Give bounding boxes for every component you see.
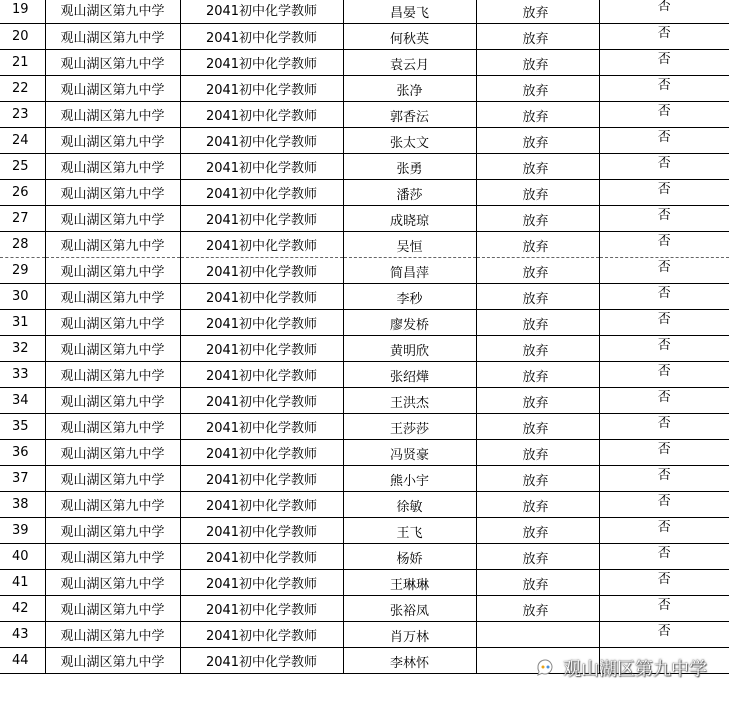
post-cell: 2041初中化学教师	[180, 413, 343, 439]
enter-next-cell: 否	[599, 309, 729, 335]
row-number: 41	[0, 569, 45, 595]
table-row	[0, 127, 729, 153]
candidate-name-cell: 杨娇	[343, 543, 476, 569]
post-cell: 2041初中化学教师	[180, 465, 343, 491]
enter-next-cell: 否	[599, 413, 729, 439]
school-cell: 观山湖区第九中学	[45, 361, 180, 387]
table-row	[0, 231, 729, 257]
post-cell: 2041初中化学教师	[180, 127, 343, 153]
post-cell: 2041初中化学教师	[180, 205, 343, 231]
table-row	[0, 439, 729, 465]
status-cell: 放弃	[476, 569, 599, 595]
status-cell: 放弃	[476, 491, 599, 517]
table-row	[0, 595, 729, 621]
school-cell: 观山湖区第九中学	[45, 413, 180, 439]
enter-next-cell: 否	[599, 257, 729, 283]
post-cell: 2041初中化学教师	[180, 0, 343, 23]
row-number: 32	[0, 335, 45, 361]
post-cell: 2041初中化学教师	[180, 23, 343, 49]
school-cell: 观山湖区第九中学	[45, 335, 180, 361]
enter-next-cell: 否	[599, 283, 729, 309]
row-number: 43	[0, 621, 45, 647]
status-cell: 放弃	[476, 23, 599, 49]
enter-next-cell: 否	[599, 595, 729, 621]
candidate-name-cell: 张绍燁	[343, 361, 476, 387]
post-cell: 2041初中化学教师	[180, 439, 343, 465]
candidate-name-cell: 王飞	[343, 517, 476, 543]
candidate-name-cell: 冯贤豪	[343, 439, 476, 465]
table-row	[0, 101, 729, 127]
enter-next-cell: 否	[599, 101, 729, 127]
table-row	[0, 413, 729, 439]
table-row	[0, 491, 729, 517]
school-cell: 观山湖区第九中学	[45, 0, 180, 23]
post-cell: 2041初中化学教师	[180, 309, 343, 335]
status-cell: 放弃	[476, 595, 599, 621]
row-number: 35	[0, 413, 45, 439]
row-number: 24	[0, 127, 45, 153]
status-cell: 放弃	[476, 413, 599, 439]
status-cell: 放弃	[476, 309, 599, 335]
enter-next-cell: 否	[599, 335, 729, 361]
candidate-name-cell: 成晓琼	[343, 205, 476, 231]
status-cell: 放弃	[476, 543, 599, 569]
candidate-name-cell: 肖万林	[343, 621, 476, 647]
candidate-name-cell: 王莎莎	[343, 413, 476, 439]
status-cell: 放弃	[476, 335, 599, 361]
school-cell: 观山湖区第九中学	[45, 49, 180, 75]
post-cell: 2041初中化学教师	[180, 569, 343, 595]
status-cell: 放弃	[476, 49, 599, 75]
row-number: 37	[0, 465, 45, 491]
candidate-name-cell: 王琳琳	[343, 569, 476, 595]
candidate-name-cell: 郭香沄	[343, 101, 476, 127]
candidate-name-cell: 昌晏飞	[343, 0, 476, 23]
table-row	[0, 75, 729, 101]
school-cell: 观山湖区第九中学	[45, 231, 180, 257]
row-number: 38	[0, 491, 45, 517]
post-cell: 2041初中化学教师	[180, 517, 343, 543]
enter-next-cell: 否	[599, 491, 729, 517]
post-cell: 2041初中化学教师	[180, 153, 343, 179]
post-cell: 2041初中化学教师	[180, 335, 343, 361]
enter-next-cell	[599, 647, 729, 673]
post-cell: 2041初中化学教师	[180, 283, 343, 309]
row-number: 23	[0, 101, 45, 127]
post-cell: 2041初中化学教师	[180, 179, 343, 205]
enter-next-cell: 否	[599, 23, 729, 49]
status-cell: 放弃	[476, 127, 599, 153]
school-cell: 观山湖区第九中学	[45, 179, 180, 205]
candidate-name-cell: 李林怀	[343, 647, 476, 673]
status-cell	[476, 647, 599, 673]
status-cell	[476, 621, 599, 647]
school-cell: 观山湖区第九中学	[45, 101, 180, 127]
row-number: 21	[0, 49, 45, 75]
status-cell: 放弃	[476, 465, 599, 491]
school-cell: 观山湖区第九中学	[45, 621, 180, 647]
candidate-name-cell: 何秋英	[343, 23, 476, 49]
candidate-name-cell: 王洪杰	[343, 387, 476, 413]
table-row	[0, 517, 729, 543]
candidate-name-cell: 李秒	[343, 283, 476, 309]
enter-next-cell: 否	[599, 127, 729, 153]
row-number: 19	[0, 0, 45, 23]
row-number: 25	[0, 153, 45, 179]
table-row	[0, 621, 729, 647]
post-cell: 2041初中化学教师	[180, 491, 343, 517]
enter-next-cell: 否	[599, 569, 729, 595]
row-number: 34	[0, 387, 45, 413]
post-cell: 2041初中化学教师	[180, 75, 343, 101]
post-cell: 2041初中化学教师	[180, 231, 343, 257]
school-cell: 观山湖区第九中学	[45, 517, 180, 543]
candidate-name-cell: 张净	[343, 75, 476, 101]
table-row	[0, 543, 729, 569]
row-number: 22	[0, 75, 45, 101]
status-cell: 放弃	[476, 439, 599, 465]
status-cell: 放弃	[476, 257, 599, 283]
status-cell: 放弃	[476, 75, 599, 101]
candidate-name-cell: 吴恒	[343, 231, 476, 257]
table-row	[0, 569, 729, 595]
status-cell: 放弃	[476, 361, 599, 387]
candidate-name-cell: 简昌萍	[343, 257, 476, 283]
table-row	[0, 23, 729, 49]
post-cell: 2041初中化学教师	[180, 595, 343, 621]
candidate-name-cell: 潘莎	[343, 179, 476, 205]
post-cell: 2041初中化学教师	[180, 257, 343, 283]
table-row	[0, 0, 729, 23]
table-row	[0, 257, 729, 283]
school-cell: 观山湖区第九中学	[45, 595, 180, 621]
row-number: 33	[0, 361, 45, 387]
status-cell: 放弃	[476, 153, 599, 179]
enter-next-cell: 否	[599, 387, 729, 413]
row-number: 36	[0, 439, 45, 465]
school-cell: 观山湖区第九中学	[45, 465, 180, 491]
candidate-name-cell: 熊小宇	[343, 465, 476, 491]
enter-next-cell: 否	[599, 0, 729, 23]
status-cell: 放弃	[476, 205, 599, 231]
school-cell: 观山湖区第九中学	[45, 387, 180, 413]
candidate-name-cell: 袁云月	[343, 49, 476, 75]
enter-next-cell: 否	[599, 75, 729, 101]
enter-next-cell: 否	[599, 543, 729, 569]
status-cell: 放弃	[476, 387, 599, 413]
candidate-name-cell: 黄明欣	[343, 335, 476, 361]
table-row	[0, 205, 729, 231]
candidate-name-cell: 张太文	[343, 127, 476, 153]
school-cell: 观山湖区第九中学	[45, 309, 180, 335]
candidate-name-cell: 徐敏	[343, 491, 476, 517]
status-cell: 放弃	[476, 231, 599, 257]
post-cell: 2041初中化学教师	[180, 387, 343, 413]
status-cell: 放弃	[476, 0, 599, 23]
table-row	[0, 283, 729, 309]
school-cell: 观山湖区第九中学	[45, 75, 180, 101]
candidate-name-cell: 张裕凤	[343, 595, 476, 621]
school-cell: 观山湖区第九中学	[45, 543, 180, 569]
enter-next-cell: 否	[599, 49, 729, 75]
enter-next-cell: 否	[599, 179, 729, 205]
enter-next-cell: 否	[599, 517, 729, 543]
school-cell: 观山湖区第九中学	[45, 439, 180, 465]
enter-next-cell: 否	[599, 439, 729, 465]
school-cell: 观山湖区第九中学	[45, 569, 180, 595]
row-number: 44	[0, 647, 45, 673]
enter-next-cell: 否	[599, 153, 729, 179]
watermark-text: 观山湖区第九中学	[563, 659, 707, 680]
post-cell: 2041初中化学教师	[180, 621, 343, 647]
row-number: 26	[0, 179, 45, 205]
table-row	[0, 361, 729, 387]
enter-next-cell: 否	[599, 465, 729, 491]
school-cell: 观山湖区第九中学	[45, 205, 180, 231]
candidate-name-cell: 张勇	[343, 153, 476, 179]
row-number: 40	[0, 543, 45, 569]
row-number: 20	[0, 23, 45, 49]
school-cell: 观山湖区第九中学	[45, 283, 180, 309]
school-cell: 观山湖区第九中学	[45, 647, 180, 673]
table-row	[0, 647, 729, 673]
enter-next-cell: 否	[599, 205, 729, 231]
enter-next-cell: 否	[599, 361, 729, 387]
status-cell: 放弃	[476, 101, 599, 127]
enter-next-cell: 否	[599, 621, 729, 647]
post-cell: 2041初中化学教师	[180, 49, 343, 75]
row-number: 30	[0, 283, 45, 309]
enter-next-cell: 否	[599, 231, 729, 257]
post-cell: 2041初中化学教师	[180, 361, 343, 387]
table-row	[0, 387, 729, 413]
status-cell: 放弃	[476, 179, 599, 205]
status-cell: 放弃	[476, 517, 599, 543]
table-row	[0, 153, 729, 179]
candidate-name-cell: 廖发桥	[343, 309, 476, 335]
school-cell: 观山湖区第九中学	[45, 153, 180, 179]
school-cell: 观山湖区第九中学	[45, 257, 180, 283]
table-row	[0, 179, 729, 205]
table-row	[0, 335, 729, 361]
post-cell: 2041初中化学教师	[180, 101, 343, 127]
post-cell: 2041初中化学教师	[180, 647, 343, 673]
table-row	[0, 465, 729, 491]
school-cell: 观山湖区第九中学	[45, 491, 180, 517]
status-cell: 放弃	[476, 283, 599, 309]
row-number: 28	[0, 231, 45, 257]
row-number: 42	[0, 595, 45, 621]
school-cell: 观山湖区第九中学	[45, 23, 180, 49]
post-cell: 2041初中化学教师	[180, 543, 343, 569]
school-cell: 观山湖区第九中学	[45, 127, 180, 153]
row-number: 27	[0, 205, 45, 231]
row-number: 29	[0, 257, 45, 283]
row-number: 31	[0, 309, 45, 335]
table-row	[0, 49, 729, 75]
row-number: 39	[0, 517, 45, 543]
table-row	[0, 309, 729, 335]
